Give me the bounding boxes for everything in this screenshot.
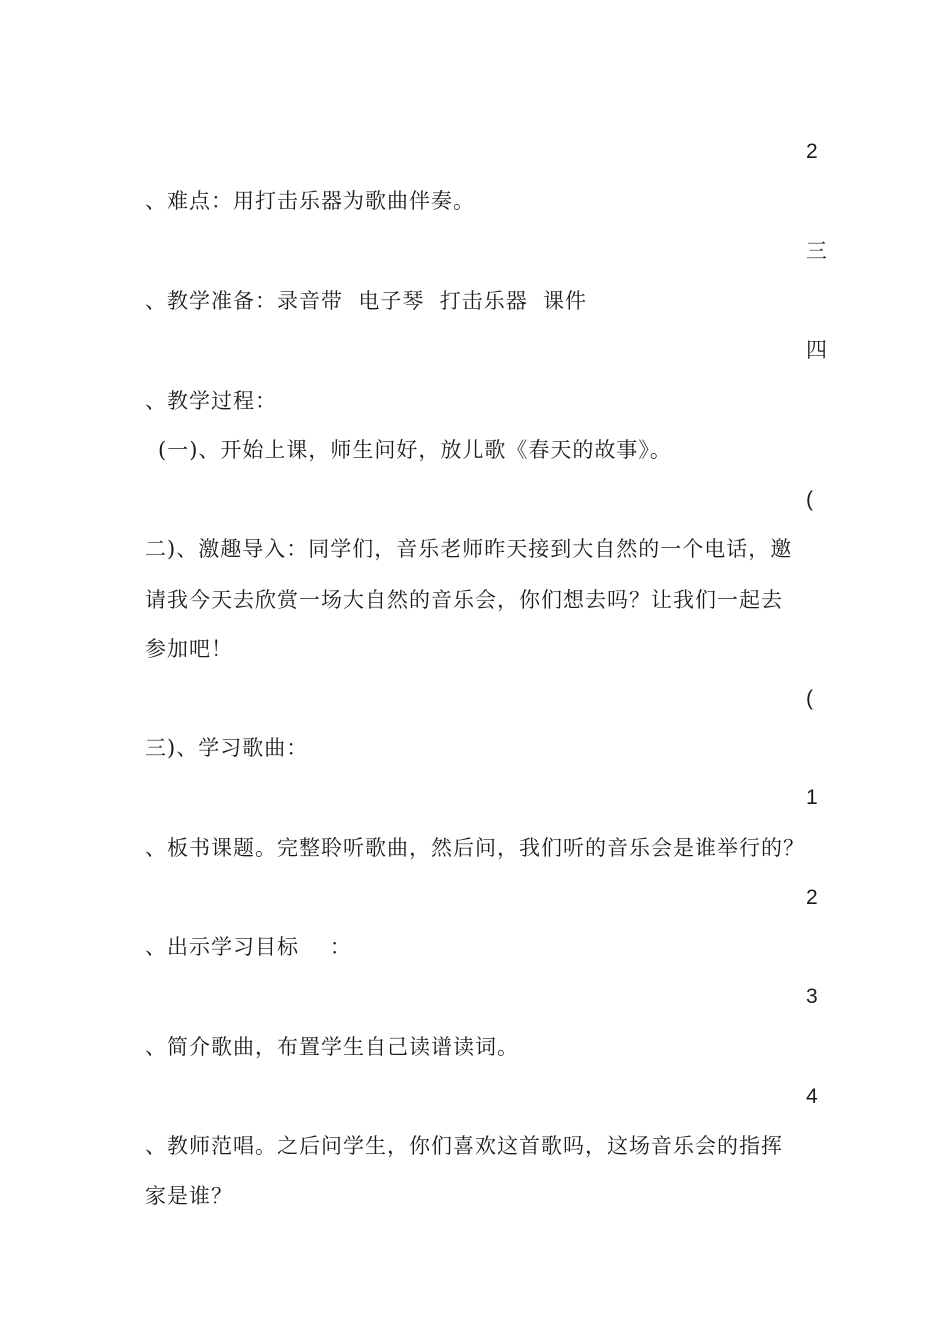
text-line-difficulty: 、难点：用打击乐器为歌曲伴奏。	[145, 189, 475, 213]
item-marker: 4	[806, 1085, 818, 1108]
text-line-sub-two: 、出示学习目标 ：	[145, 935, 352, 959]
text-line-step-two-end: 参加吧！	[145, 637, 233, 661]
text-line-sub-one: 、板书课题。完整聆听歌曲，然后问，我们听的音乐会是谁举行的？	[145, 836, 805, 860]
item-marker: 3	[806, 985, 818, 1008]
section-marker: 四	[806, 339, 827, 362]
text-line-sub-three: 、简介歌曲，布置学生自己读谱读词。	[145, 1035, 519, 1059]
section-marker: 三	[806, 240, 827, 263]
text-line-step-two-cont: 请我今天去欣赏一场大自然的音乐会，你们想去吗？让我们一起去	[145, 588, 783, 612]
text-line-sub-four-cont: 家是谁？	[145, 1184, 233, 1208]
text-line-step-one: (一)、开始上课，师生问好，放儿歌《春天的故事》。	[158, 438, 672, 462]
text-line-sub-four: 、教师范唱。之后问学生，你们喜欢这首歌吗，这场音乐会的指挥	[145, 1134, 783, 1158]
item-marker: 2	[806, 140, 818, 163]
item-marker: (	[806, 488, 813, 511]
item-marker: 2	[806, 886, 818, 909]
item-marker: (	[806, 687, 813, 710]
text-line-step-two: 二)、激趣导入：同学们，音乐老师昨天接到大自然的一个电话，邀	[145, 537, 793, 561]
item-marker: 1	[806, 786, 818, 809]
text-line-step-three: 三)、学习歌曲：	[145, 736, 309, 760]
text-line-preparation: 、教学准备：录音带 电子琴 打击乐器 课件	[145, 289, 588, 313]
text-line-process-heading: 、教学过程：	[145, 389, 277, 413]
